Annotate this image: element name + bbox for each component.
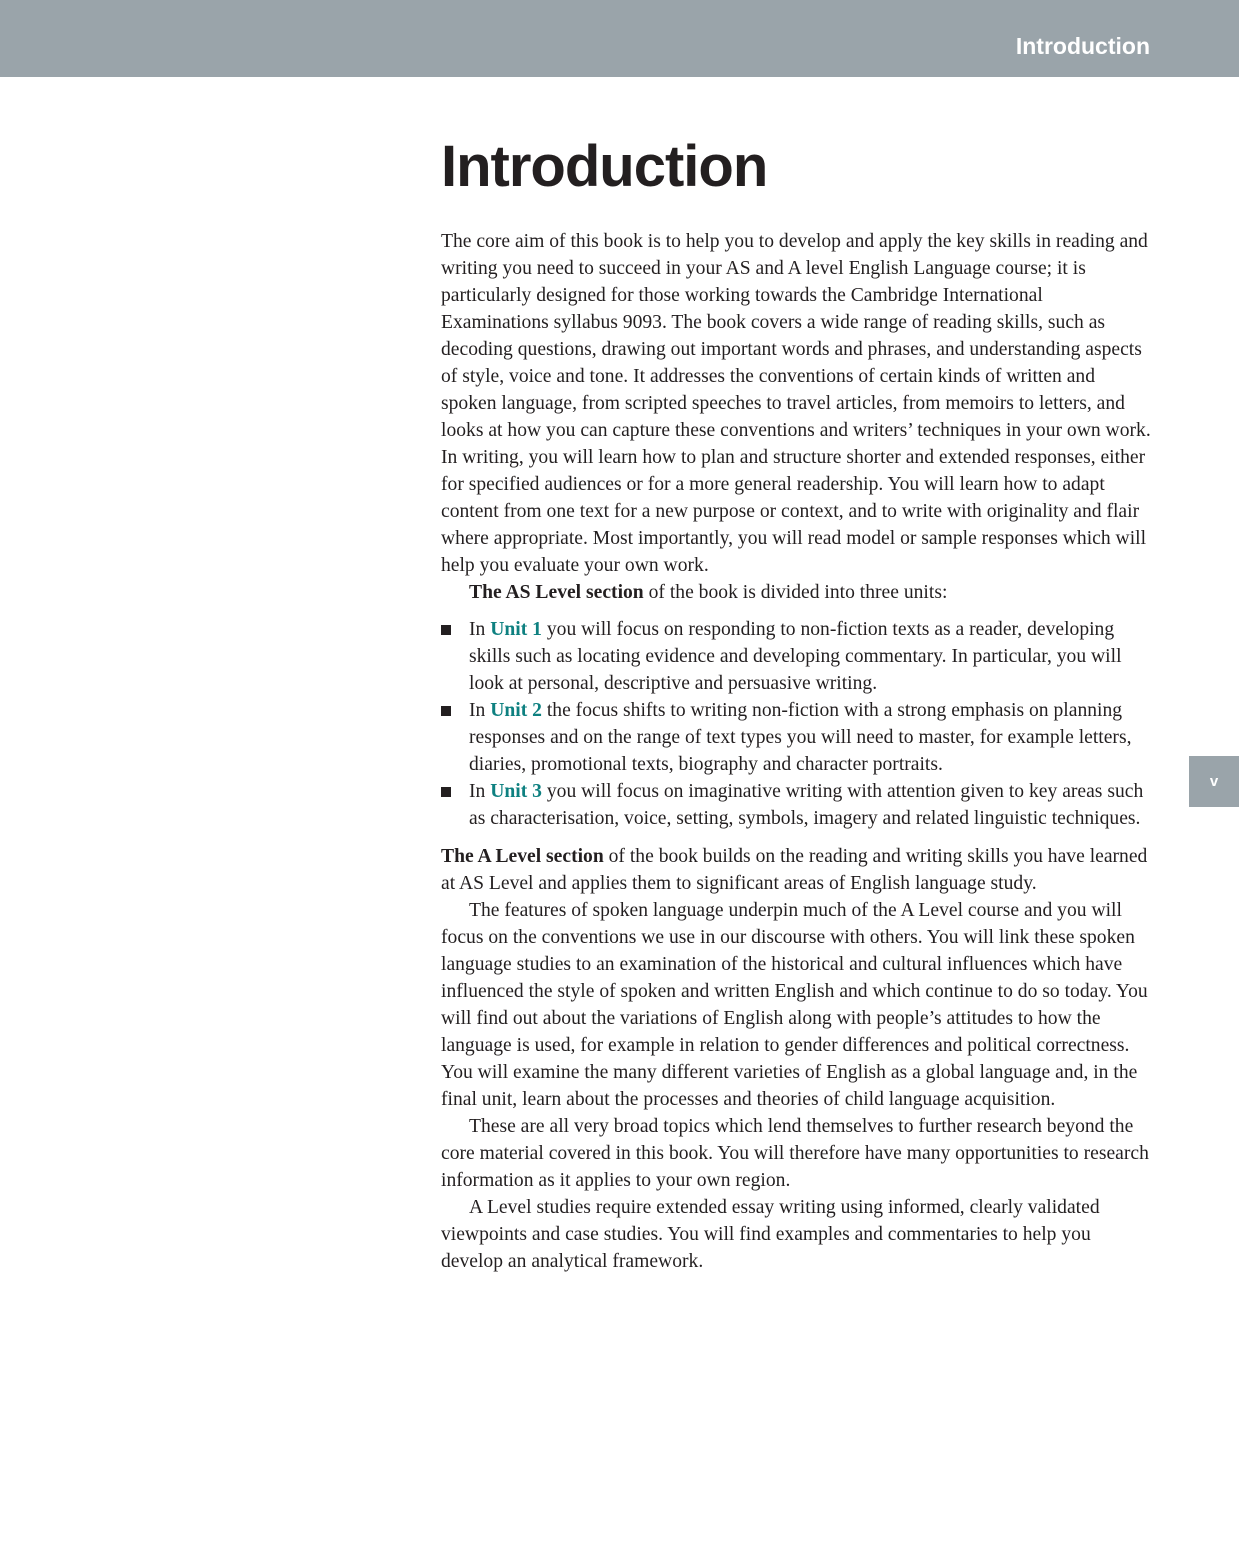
spoken-language-paragraph: The features of spoken language underpin much of the A Level course and you will focus on the conventions we use in our discourse with others. You will link these spoken language studies to an examination of the historical and cultural influences which have influenced the style of spoken and written English and which continue to do so today. You will find out about the variations of English along with people’s attitudes to how the language is used, for example in relation to gender differences and political correctness. You will examine the many different varieties of English as a global language and, in the final unit, learn about the processes and theories of child language acquisition.: [441, 900, 1148, 1110]
page-title: Introduction: [441, 134, 768, 199]
unit-prefix: In: [469, 700, 491, 721]
unit-list: [441, 616, 1153, 832]
intro-paragraph: The core aim of this book is to help you to develop and apply the key skills in reading and writing you need to succeed in your AS and A level English Language course; it is particularly designed for those working towards the Cambridge International Examinations syllabus 9093. The book covers a wide range of reading skills, such as decoding questions, drawing out important words and phrases, and understanding aspects of style, voice and tone. It addresses the conventions of certain kinds of written and spoken language, from scripted speeches to travel articles, from memoirs to letters, and looks at how you can capture these conventions and writers’ techniques in your own work. In writing, you will learn how to plan and structure shorter and extended responses, either for specified audiences or for a more general readership. You will learn how to adapt content from one text for a new purpose or context, and to write with originality and flair where appropriate. Most importantly, you will read model or sample responses which will help you evaluate your own work.: [441, 231, 1151, 576]
square-bullet-icon: [441, 787, 451, 797]
running-header-title: Introduction: [1015, 33, 1150, 59]
a-level-paragraph: [441, 843, 1153, 897]
unit-prefix: In: [469, 781, 491, 802]
list-item: [441, 778, 1153, 832]
unit-1-link[interactable]: Unit 1: [490, 619, 542, 640]
unit-2-link[interactable]: Unit 2: [490, 700, 542, 721]
unit-3-text: you will focus on imaginative writing with attention given to key areas such as characterisation, voice, setting, symbols, imagery and related linguistic techniques.: [469, 781, 1144, 829]
square-bullet-icon: [441, 706, 451, 716]
a-level-lead: The A Level section: [441, 846, 604, 867]
list-item: [441, 697, 1153, 778]
body-text: [441, 228, 1153, 1275]
as-level-paragraph: [441, 579, 1153, 606]
a-level-text: of the book builds on the reading and writing skills you have learned at AS Level and applies them to significant areas of English language study.: [441, 846, 1148, 894]
list-item: [441, 616, 1153, 697]
square-bullet-icon: [441, 625, 451, 635]
main-content: [441, 130, 1153, 1275]
essay-writing-paragraph: A Level studies require extended essay writing using informed, clearly validated viewpoints and case studies. You will find examples and commentaries to help you develop an analytical framework.: [441, 1197, 1100, 1272]
running-header-bar: [0, 0, 1239, 77]
unit-3-link[interactable]: Unit 3: [490, 781, 542, 802]
unit-prefix: In: [469, 619, 491, 640]
page-number-tab: [1189, 756, 1239, 807]
research-paragraph: These are all very broad topics which lend themselves to further research beyond the core material covered in this book. You will therefore have many opportunities to research information as it applies to your own region.: [441, 1116, 1149, 1191]
as-level-text: of the book is divided into three units:: [643, 582, 948, 603]
unit-2-text: the focus shifts to writing non-fiction with a strong emphasis on planning responses and on the range of text types you will need to master, for example letters, diaries, promotional texts, biography and character portraits.: [469, 700, 1132, 775]
page-number: v: [1209, 773, 1219, 790]
unit-1-text: you will focus on responding to non-fiction texts as a reader, developing skills such as locating evidence and developing commentary. In particular, you will look at personal, descriptive and persuasive writing.: [469, 619, 1122, 694]
as-level-lead: The AS Level section: [469, 582, 644, 603]
